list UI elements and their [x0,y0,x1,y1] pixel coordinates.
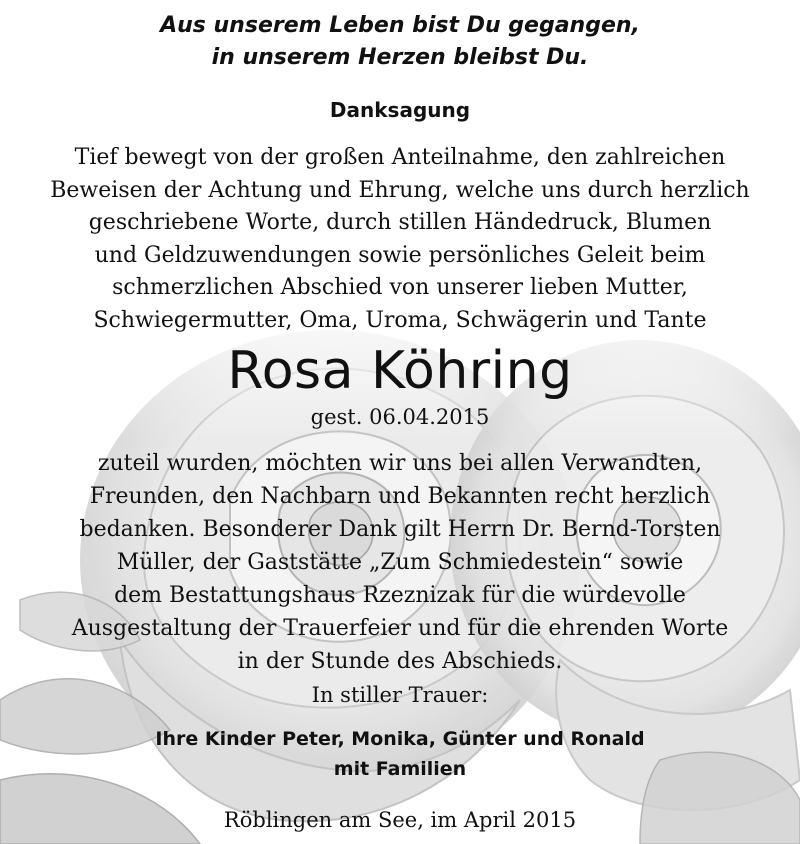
paragraph-line: Beweisen der Achtung und Ehrung, welche uns durch herzlich [50,177,750,203]
signers-line: mit Familien [333,758,467,780]
paragraph-line: Ausgestaltung der Trauerfeier und für die ehrenden Worte [71,616,729,641]
mourning-phrase: In stiller Trauer: [311,683,489,707]
signers [0,724,800,784]
paragraph-line: Freunden, den Nachbarn und Bekannten recht herzlich [89,484,711,509]
memorial-verse [0,10,800,74]
death-date: gest. 06.04.2015 [310,405,490,429]
paragraph-line: dem Bestattungshaus Rzeznizak für die würdevolle [114,583,686,608]
notice-heading: Danksagung [329,98,471,122]
paragraph-line: und Geldzuwendungen sowie persönliches Geleit beim [94,242,706,268]
paragraph-line: Schwiegermutter, Oma, Uroma, Schwägerin und Tante [93,307,707,333]
deceased-name: Rosa Köhring [227,341,573,401]
thanks-paragraph [0,447,800,678]
paragraph-line: schmerzlichen Abschied von unserer lieben Mutter, [112,275,688,300]
thanks-intro-paragraph [0,142,800,337]
place-and-date: Röblingen am See, im April 2015 [223,808,577,832]
paragraph-line: Müller, der Gaststätte „Zum Schmiedestein“ sowie [116,550,684,575]
paragraph-line: Tief bewegt von der großen Anteilnahme, den zahlreichen [74,145,726,170]
paragraph-line: geschriebene Worte, durch stillen Händedruck, Blumen [88,210,712,235]
paragraph-line: in der Stunde des Abschieds. [237,649,563,674]
verse-line: Aus unserem Leben bist Du gegangen, [160,13,640,38]
verse-line: in unserem Herzen bleibst Du. [211,45,589,70]
paragraph-line: zuteil wurden, möchten wir uns bei allen Verwandten, [97,451,703,476]
paragraph-line: bedanken. Besonderer Dank gilt Herrn Dr. Bernd-Torsten [79,517,721,542]
signers-line: Ihre Kinder Peter, Monika, Günter und Ronald [155,728,645,750]
